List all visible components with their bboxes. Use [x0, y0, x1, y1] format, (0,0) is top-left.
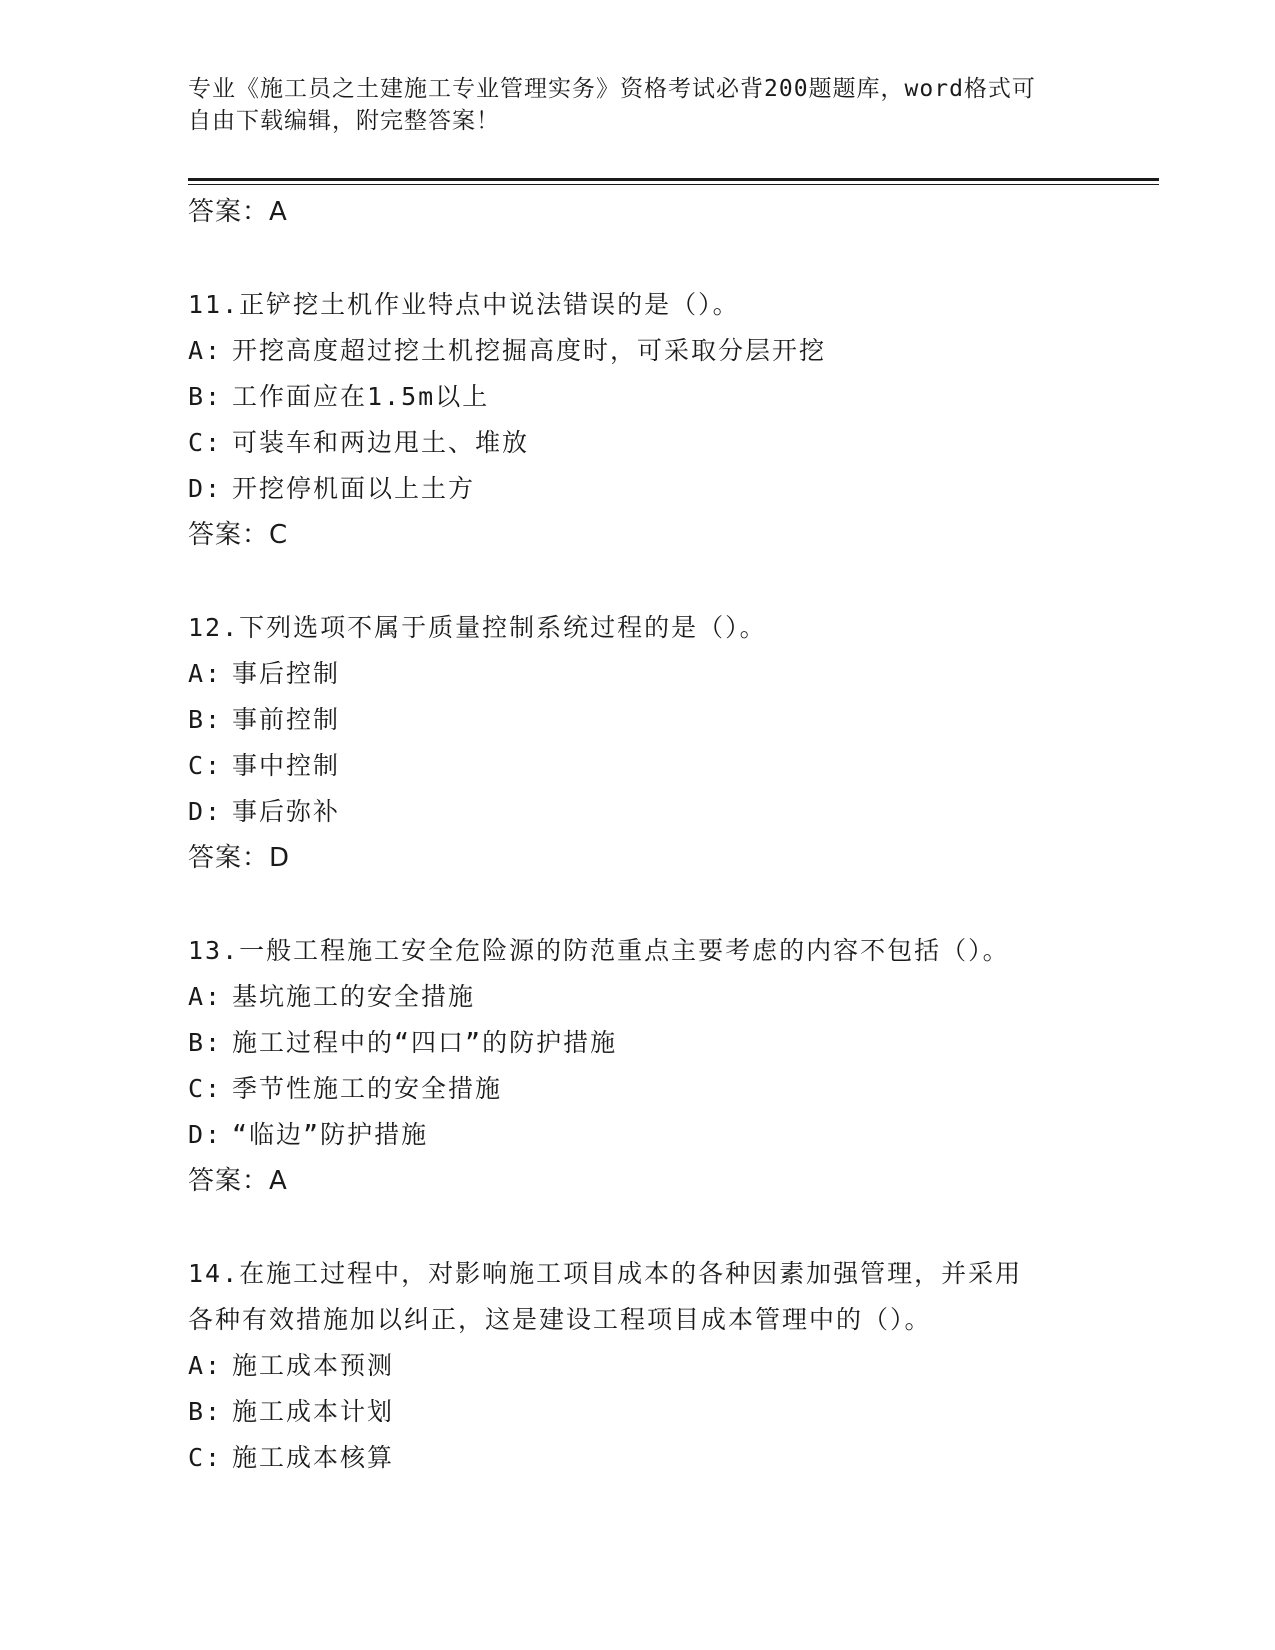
header-divider-thin	[188, 184, 1159, 185]
option-text: 事中控制	[232, 751, 341, 780]
question-11	[188, 282, 1088, 558]
question-stem	[188, 282, 1088, 328]
question-number: 12.	[188, 613, 240, 642]
spacer	[188, 558, 1088, 605]
option-c	[188, 420, 1088, 466]
option-text: 可装车和两边甩土、堆放	[232, 428, 530, 457]
option-text: 施工成本预测	[232, 1351, 395, 1380]
option-text: 事后控制	[232, 659, 341, 688]
question-stem	[188, 928, 1088, 974]
option-c	[188, 1066, 1088, 1112]
question-number: 13.	[188, 936, 240, 965]
option-label: C:	[188, 751, 223, 780]
option-c	[188, 1435, 1088, 1481]
question-answer: 答案：A	[188, 1166, 288, 1196]
option-label: C:	[188, 1074, 223, 1103]
question-text: 在施工过程中，对影响施工项目成本的各种因素加强管理，并采用	[239, 1259, 1023, 1288]
document-header	[188, 73, 1088, 137]
option-label: B:	[188, 705, 223, 734]
header-divider-thick	[188, 178, 1159, 181]
question-stem-continued: 各种有效措施加以纠正，这是建设工程项目成本管理中的（）。	[188, 1305, 932, 1334]
option-label: B:	[188, 1028, 223, 1057]
header-title-line-2: 自由下载编辑，附完整答案！	[188, 108, 500, 134]
question-text: 下列选项不属于质量控制系统过程的是（）。	[239, 613, 767, 642]
option-label: C:	[188, 428, 223, 457]
option-text: 开挖停机面以上土方	[232, 474, 476, 503]
option-text: 事后弥补	[232, 797, 341, 826]
option-label: C:	[188, 1443, 223, 1472]
question-13	[188, 928, 1088, 1204]
option-label: A:	[188, 982, 223, 1011]
option-label: D:	[188, 797, 223, 826]
option-label: B:	[188, 382, 223, 411]
option-a	[188, 651, 1088, 697]
question-answer: 答案：C	[188, 520, 289, 550]
option-label: A:	[188, 659, 223, 688]
question-stem	[188, 1251, 1088, 1297]
option-b	[188, 1389, 1088, 1435]
option-text: 基坑施工的安全措施	[232, 982, 476, 1011]
spacer	[188, 1204, 1088, 1251]
option-b	[188, 697, 1088, 743]
option-text: 季节性施工的安全措施	[232, 1074, 503, 1103]
question-text: 一般工程施工安全危险源的防范重点主要考虑的内容不包括（）。	[239, 936, 1010, 965]
previous-answer: 答案：A	[188, 197, 288, 227]
option-d	[188, 1112, 1088, 1158]
question-answer: 答案：D	[188, 843, 291, 873]
option-text: 事前控制	[232, 705, 341, 734]
question-12	[188, 605, 1088, 881]
option-label: B:	[188, 1397, 223, 1426]
option-b	[188, 374, 1088, 420]
option-c	[188, 743, 1088, 789]
option-a	[188, 328, 1088, 374]
option-label: A:	[188, 336, 223, 365]
spacer	[188, 235, 1088, 282]
option-text: 工作面应在1.5m以上	[232, 382, 490, 411]
option-text: 施工成本计划	[232, 1397, 395, 1426]
header-title-line-1: 专业《施工员之土建施工专业管理实务》资格考试必背200题题库，word格式可	[188, 76, 1036, 102]
question-number: 11.	[188, 290, 240, 319]
option-d	[188, 466, 1088, 512]
option-label: D:	[188, 1120, 223, 1149]
spacer	[188, 881, 1088, 928]
option-text: 施工成本核算	[232, 1443, 395, 1472]
option-label: A:	[188, 1351, 223, 1380]
option-a	[188, 1343, 1088, 1389]
question-list	[188, 189, 1088, 1481]
option-b	[188, 1020, 1088, 1066]
question-number: 14.	[188, 1259, 240, 1288]
option-text: 开挖高度超过挖土机挖掘高度时，可采取分层开挖	[232, 336, 827, 365]
option-a	[188, 974, 1088, 1020]
option-label: D:	[188, 474, 223, 503]
option-d	[188, 789, 1088, 835]
question-text: 正铲挖土机作业特点中说法错误的是（）。	[239, 290, 740, 319]
question-stem	[188, 605, 1088, 651]
question-14	[188, 1251, 1088, 1481]
option-text: “临边”防护措施	[232, 1120, 429, 1149]
option-text: 施工过程中的“四口”的防护措施	[232, 1028, 618, 1057]
